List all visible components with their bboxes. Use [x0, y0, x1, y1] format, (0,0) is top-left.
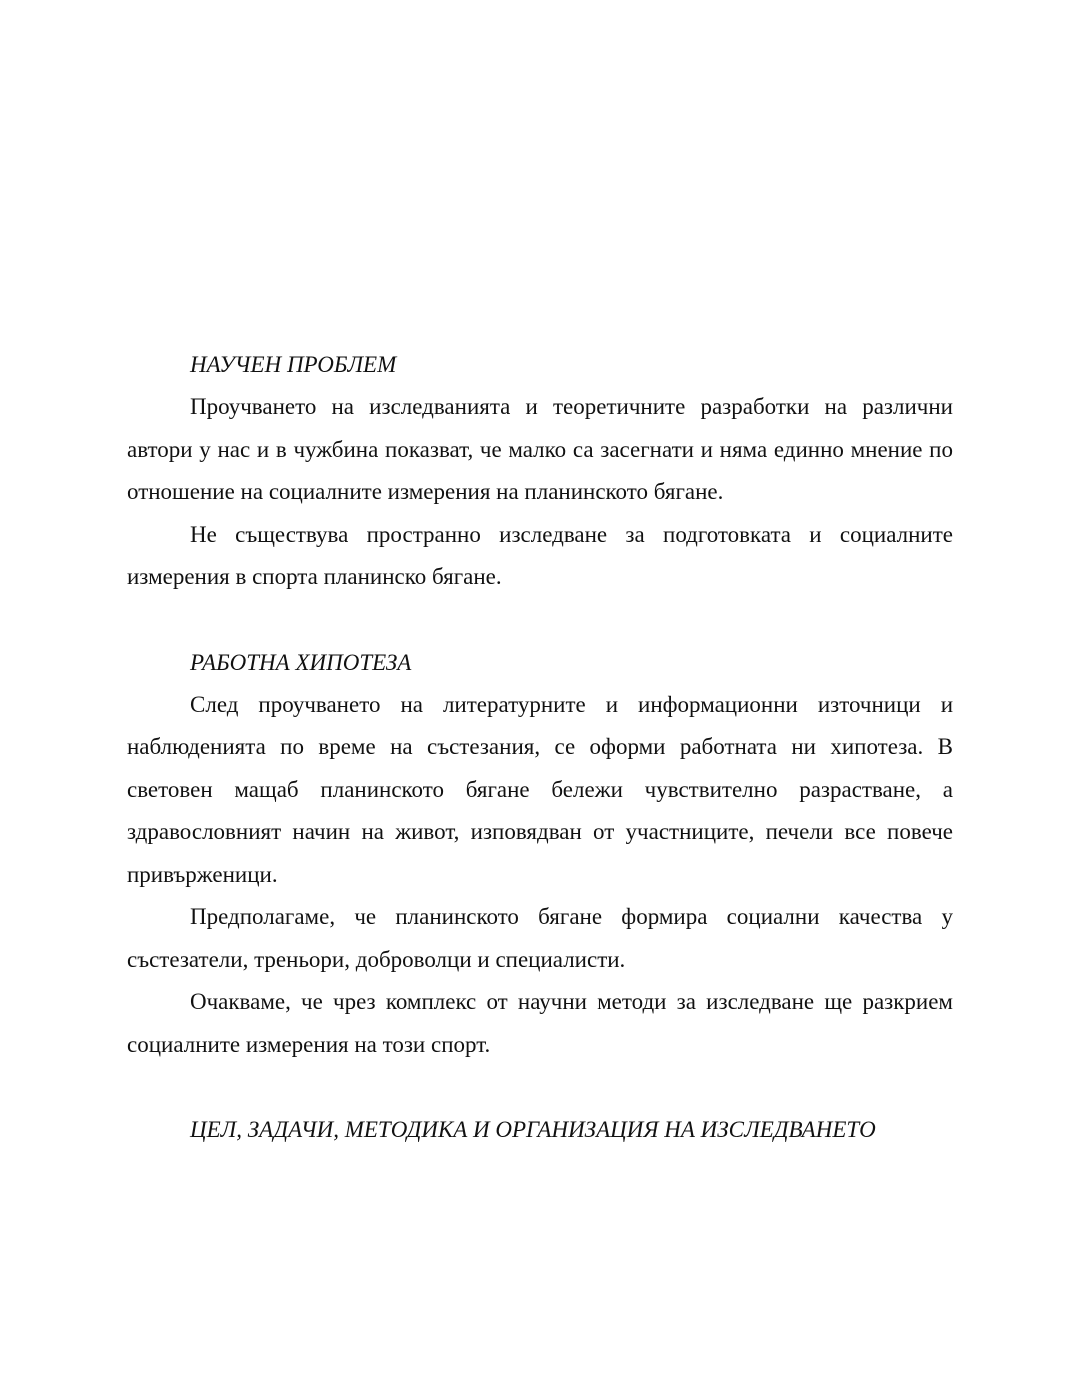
paragraph-hypothesis-2: Предполагаме, че планинското бягане формира социални качества у състезатели, треньори, доброволци и специалисти. [127, 904, 953, 972]
section-spacer [127, 1066, 953, 1109]
paragraph-problem-2: Не съществува пространно изследване за подготовката и социалните измерения в спорта планинско бягане. [127, 521, 953, 589]
section-spacer [127, 599, 953, 642]
paragraph-problem-1: Проучването на изследванията и теоретичните разработки на различни автори у нас и в чужбина показват, че малко са засегнати и няма единно мнение по отношение на социалните измерения на планинското бягане. [127, 394, 953, 504]
paragraph-hypothesis-1: След проучването на литературните и информационни източници и наблюденията по време на състезания, се оформи работната ни хипотеза. В световен мащаб планинското бягане бележи чувствително разрастване, а здравословният начин на живот, изповядван от участниците, печели все повече привърженици. [127, 691, 953, 887]
document-page [127, 344, 953, 1151]
section-heading-hypothesis: РАБОТНА ХИПОТЕЗА [190, 649, 412, 675]
section-heading-aims: ЦЕЛ, ЗАДАЧИ, МЕТОДИКА И ОРГАНИЗАЦИЯ НА ИЗСЛЕДВАНЕТО [190, 1117, 876, 1142]
section-heading-problem: НАУЧЕН ПРОБЛЕМ [190, 352, 397, 377]
paragraph-hypothesis-3: Очакваме, че чрез комплекс от научни методи за изследване ще разкрием социалните измерения на този спорт. [127, 989, 953, 1057]
